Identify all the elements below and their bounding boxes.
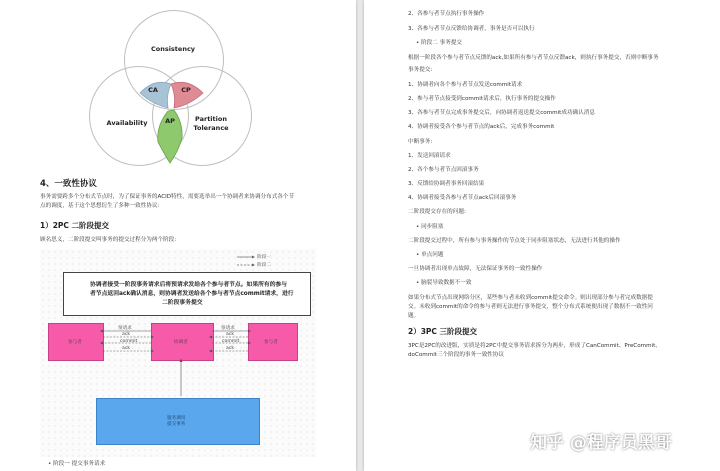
diagram-note-line-3: 二阶段事务提交 <box>162 300 203 306</box>
venn-label-cp: CP <box>181 86 191 94</box>
right-line-2: 3、各参与者节点反馈给协调者，事务是否可以执行 <box>408 26 535 32</box>
left-page <box>0 0 356 471</box>
problem-1: • 同步阻塞 <box>416 224 444 230</box>
section-title: 4、一致性协议 <box>40 179 97 189</box>
problem-1-desc: 二阶段提交过程中，所有参与事务操作的节点处于同步阻塞状态，无法进行其他的操作 <box>408 238 621 244</box>
problem-3-desc-1: 如果分布式节点出现网络分区，某些参与者未收到commit提交命令。则出现部分参与者完成数据提 <box>408 295 653 301</box>
bullet-phase-1: • 阶段一 提交事务请求 <box>48 461 106 467</box>
arrow-pre-request-right: 预请求 <box>221 326 235 331</box>
section-3pc-title: 2）3PC 三阶段提交 <box>408 327 478 336</box>
arrow-commit-right: commit <box>222 339 240 344</box>
arrow-ack-right-2: ack <box>226 346 235 351</box>
right-para-1b: 事务提交: <box>408 67 433 73</box>
right-bullet-phase-2-text: 阶段二 事务提交 <box>421 40 463 46</box>
arrow-ack-right: ack <box>226 332 235 337</box>
intro-line-1: 事务需要跨多个分布式节点时，为了保证事务的ACID特性，需要选举出一个协调者来协调分布式各个节 <box>40 194 295 200</box>
interrupt-heading: 中断事务: <box>408 139 433 145</box>
legend-dashed-label: 阶段二 <box>257 263 271 268</box>
diagram-note-line-1: 协调者接受一阶段事务请求后将预请求发给各个参与者节点。如果所有的参与 <box>90 282 288 288</box>
problem-3: • 脑裂导致数据不一致 <box>416 280 472 286</box>
client-label-line-1: 服务调用 <box>167 416 186 421</box>
participant-right-label: 参与者 <box>264 340 278 345</box>
commit-step-4: 4、协调者接受各个参与者节点的ack后，完成事务commit <box>408 124 555 130</box>
right-bullet-phase-2: • 阶段二 事务提交 <box>416 40 463 46</box>
right-para-1: 根据一阶段各个参与者节点反馈的ack,如果所有参与者节点反馈ack，则执行事务提交，否则中断事务 <box>408 55 659 61</box>
subsection-desc: 顾名思义，二阶段提交叫事务的提交过程分为两个阶段: <box>40 237 177 243</box>
problems-heading: 二阶段提交存在的问题: <box>408 209 466 215</box>
bullet-phase-1-text: 阶段一 提交事务请求 <box>53 461 106 467</box>
diagram-note-line-2: 者节点返回ack确认消息，则协调者发送给各个参与者节点commit请求，进行 <box>90 291 294 297</box>
interrupt-step-1: 1、发送回滚请求 <box>408 153 451 159</box>
subsection-title: 1）2PC 二阶段提交 <box>40 221 110 230</box>
interrupt-step-2: 2、各个参与者节点回滚事务 <box>408 167 479 173</box>
arrow-commit-left: commit <box>120 339 138 344</box>
participant-left-label: 参与者 <box>68 340 82 345</box>
interrupt-step-3: 3、反馈给协调者事务回滚结果 <box>408 181 485 187</box>
problem-3-text: 脑裂导致数据不一致 <box>421 280 472 286</box>
problem-2: • 单点问题 <box>416 252 444 258</box>
venn-label-partition: Partition <box>195 115 227 123</box>
commit-step-1: 1、协调者向各个参与者节点发送commit请求 <box>408 82 523 88</box>
arrow-ack-left-2: ack <box>122 346 131 351</box>
venn-label-ap: AP <box>165 117 175 125</box>
problem-1-text: 同步阻塞 <box>421 224 444 230</box>
interrupt-step-4: 4、协调者接受各参与者节点ack后回滚事务 <box>408 195 517 201</box>
venn-label-tolerance: Tolerance <box>193 124 229 132</box>
venn-label-consistency: Consistency <box>150 45 196 53</box>
venn-label-ca: CA <box>148 86 158 94</box>
arrow-ack-left: ack <box>122 332 131 337</box>
venn-label-availability: Availability <box>106 119 148 127</box>
watermark: 知乎 @程序员黑哥 <box>530 433 672 453</box>
intro-line-2: 点的调度，基于这个思想衍生了多种一致性协议: <box>40 203 160 209</box>
problem-2-desc: 一旦协调者出现单点故障，无法保证事务的一致性操作 <box>408 266 543 272</box>
problem-3-desc-3: 题。 <box>408 313 420 319</box>
section-3pc-desc-2: doCommit三个阶段的事务一致性协议 <box>408 352 505 358</box>
problem-3-desc-2: 交。未收到commit的命令的参与者则无法进行事务提交，整个分布式系统便出现了数据不一致性问 <box>408 304 653 310</box>
coordinator-label: 协调者 <box>174 340 188 345</box>
right-line-1: 2、各参与者节点执行事务操作 <box>408 11 485 17</box>
client-label-line-2: 提交事务 <box>167 422 186 427</box>
arrow-pre-request-left: 预请求 <box>118 326 132 331</box>
right-page <box>364 0 720 471</box>
commit-step-2: 2、参与者节点接受到commit请求后，执行事务的提交操作 <box>408 96 556 102</box>
legend-solid-label: 阶段一 <box>257 255 271 260</box>
commit-step-3: 3、各参与者节点完成事务提交后，向协调者返送提交commit成功确认消息 <box>408 110 595 116</box>
problem-2-text: 单点问题 <box>421 252 444 258</box>
section-3pc-desc-1: 3PC是2PC的改进版，实质是将2PC中提交事务请求拆分为两步，形成了CanCommit、PreCommit、 <box>408 343 661 349</box>
